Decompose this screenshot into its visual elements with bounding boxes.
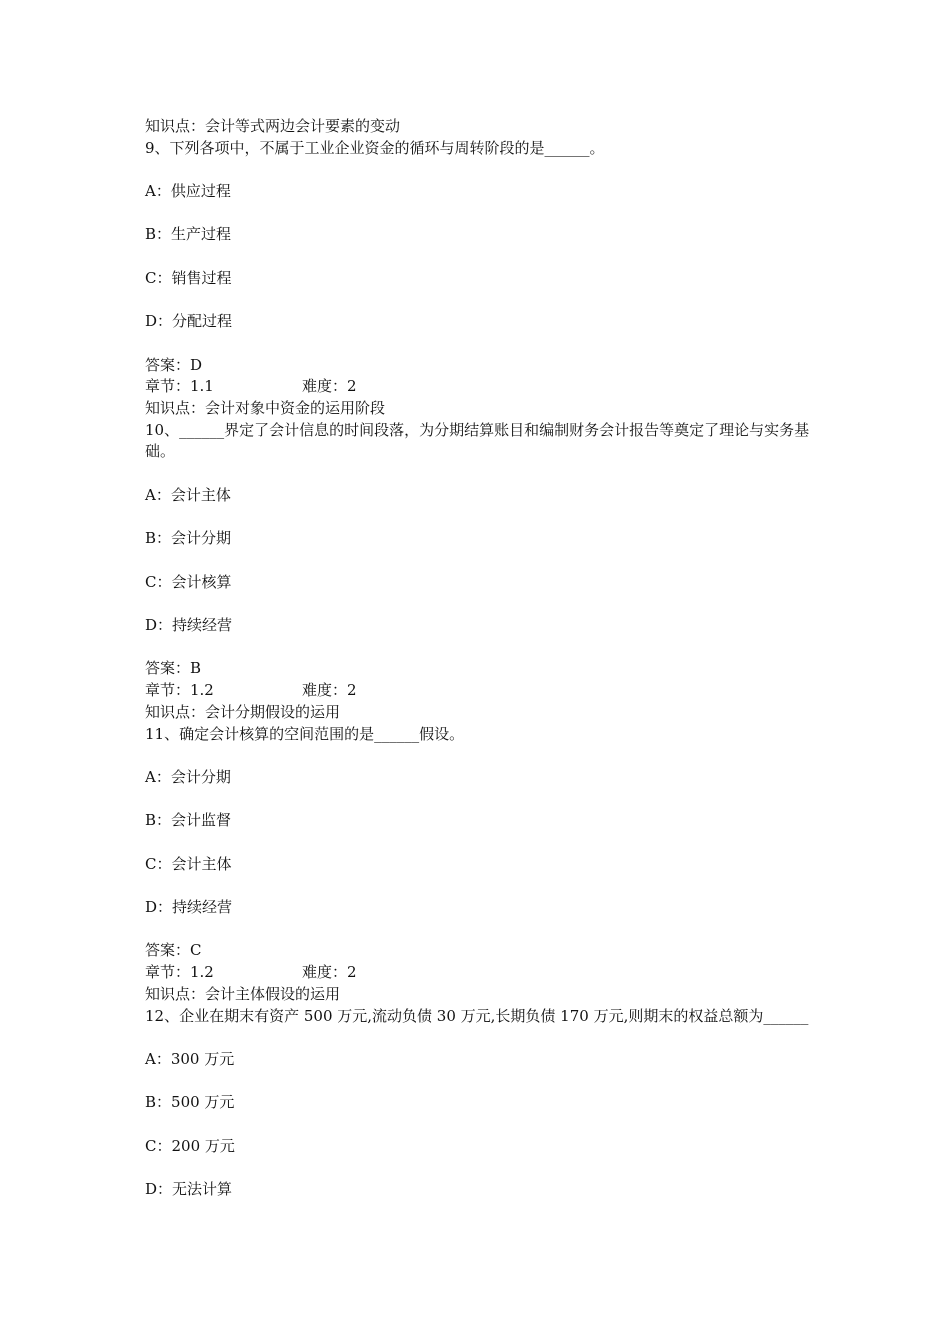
option-b: B：会计分期 [145,529,232,548]
chapter: 章节：1.2 [145,681,214,700]
difficulty: 难度：2 [302,681,357,700]
option-a: A：300 万元 [145,1049,235,1068]
option-d: D：持续经营 [145,616,233,635]
option-c: C：销售过程 [145,268,232,287]
document-page [145,116,825,1201]
option-a: A：会计分期 [145,767,231,786]
question-stem-9: 9、下列各项中，不属于工业企业资金的循环与周转阶段的是______。 [145,138,605,157]
meta-row [145,376,825,398]
meta-row [145,680,825,702]
chapter: 章节：1.2 [145,963,214,982]
chapter: 章节：1.1 [145,377,214,396]
option-d: D：持续经营 [145,898,233,917]
option-c: C：会计主体 [145,854,232,873]
option-d: D：分配过程 [145,312,233,331]
option-b: B：生产过程 [145,225,232,244]
option-c: C：200 万元 [145,1136,235,1155]
knowledge-point: 知识点：会计等式两边会计要素的变动 [145,117,401,135]
question-stem-12: 12、企业在期末有资产 500 万元,流动负债 30 万元,长期负债 170 万元,则期末的权益总额为______ [145,1006,809,1025]
knowledge-point: 知识点：会计主体假设的运用 [145,984,341,1003]
option-a: A：会计主体 [145,485,231,504]
difficulty: 难度：2 [302,963,357,982]
meta-row [145,962,825,984]
knowledge-point: 知识点：会计分期假设的运用 [145,702,341,721]
option-a: A：供应过程 [145,182,231,201]
option-b: B：会计监督 [145,811,232,830]
option-b: B：500 万元 [145,1093,235,1112]
option-d: D：无法计算 [145,1180,233,1199]
answer: 答案：B [145,659,202,678]
difficulty: 难度：2 [302,377,357,396]
answer: 答案：C [145,941,202,960]
answer: 答案：D [145,355,203,374]
option-c: C：会计核算 [145,572,232,591]
knowledge-point: 知识点：会计对象中资金的运用阶段 [145,399,386,418]
question-stem-11: 11、确定会计核算的空间范围的是______假设。 [145,724,465,743]
question-stem-10: 10、______界定了会计信息的时间段落，为分期结算账目和编制财务会计报告等奠定了理论与实务基础。 [145,420,810,461]
